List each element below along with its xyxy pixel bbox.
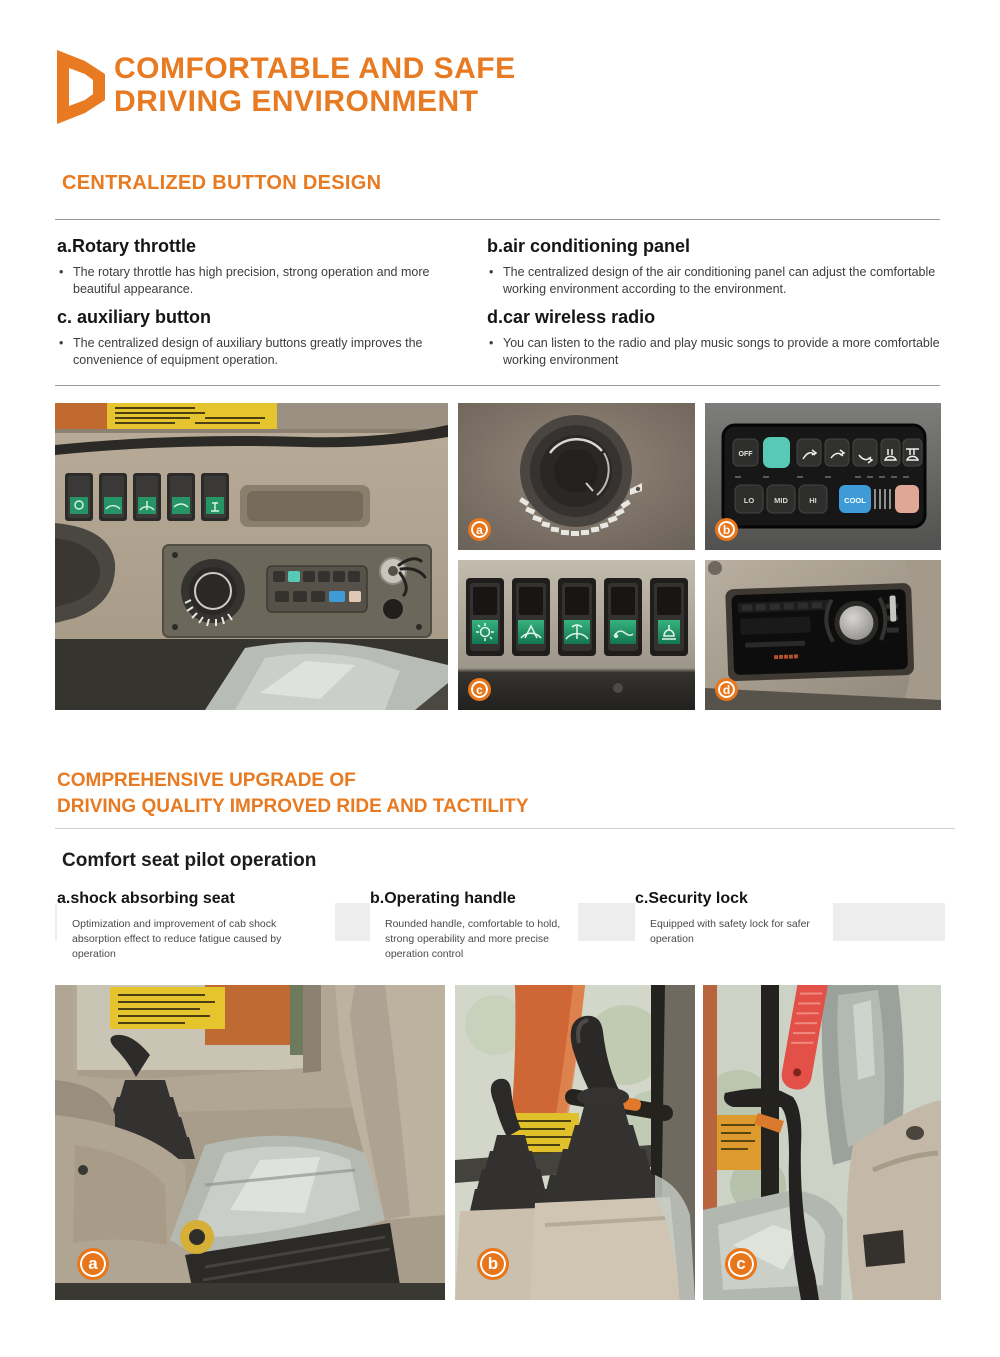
feature-title: d.car wireless radio bbox=[487, 307, 656, 327]
vent-feet-icon bbox=[853, 439, 877, 466]
photo-car-radio bbox=[705, 560, 941, 710]
divider bbox=[55, 219, 940, 220]
feature-bullet: • The rotary throttle has high precision, strong operation and more beautiful appearance. bbox=[57, 264, 435, 298]
photo-badge: b bbox=[477, 1248, 509, 1280]
photo-ac-panel bbox=[705, 403, 941, 550]
feature-bullet: • The centralized design of auxiliary buttons greatly improves the convenience of equipment operation. bbox=[57, 335, 435, 369]
feature-shock-absorbing-seat bbox=[57, 888, 335, 966]
defrost-front-icon bbox=[881, 439, 900, 466]
feature-title: c.Security lock bbox=[635, 890, 748, 907]
photo-badge: c bbox=[468, 678, 491, 701]
feature-security-lock bbox=[635, 888, 833, 951]
photo-operating-handle bbox=[455, 985, 695, 1300]
divider bbox=[55, 385, 940, 386]
ac-off-label: OFF bbox=[738, 451, 753, 458]
cab-console-illustration bbox=[55, 403, 448, 710]
photo-shock-absorbing-seat bbox=[55, 985, 445, 1300]
feature-bullet: • The centralized design of the air conditioning panel can adjust the comfortable working environment according to the environment. bbox=[487, 264, 949, 298]
photo-badge: b bbox=[715, 518, 738, 541]
warm-icon bbox=[895, 485, 919, 513]
photo-rotary-throttle bbox=[458, 403, 695, 550]
section2-heading-line1: COMPREHENSIVE UPGRADE OF bbox=[57, 770, 356, 791]
ac-lo-label: LO bbox=[743, 496, 755, 505]
feature-title: a.shock absorbing seat bbox=[57, 890, 235, 907]
auxiliary-switches-illustration bbox=[458, 560, 695, 710]
ac-power-icon bbox=[763, 437, 790, 468]
feature-title: b.air conditioning panel bbox=[487, 236, 691, 256]
ac-hi-label: HI bbox=[809, 496, 817, 505]
feature-rotary-throttle bbox=[57, 236, 435, 298]
feature-title: c. auxiliary button bbox=[57, 307, 212, 327]
photo-cab-console bbox=[55, 403, 448, 710]
ac-mid-label: MID bbox=[774, 496, 788, 505]
photo-badge: a bbox=[77, 1248, 109, 1280]
divider bbox=[55, 828, 955, 829]
rotary-throttle-illustration bbox=[458, 403, 695, 550]
page-title-line2: DRIVING ENVIRONMENT bbox=[114, 85, 479, 118]
section2-heading-line2: DRIVING QUALITY IMPROVED RIDE AND TACTILITY bbox=[57, 796, 529, 817]
photo-auxiliary-switches bbox=[458, 560, 695, 710]
photo-badge: d bbox=[715, 678, 738, 701]
defrost-rear-icon bbox=[903, 439, 922, 466]
photo-badge: a bbox=[468, 518, 491, 541]
feature-desc: Equipped with safety lock for safer operation bbox=[650, 918, 810, 945]
feature-title: a.Rotary throttle bbox=[57, 236, 197, 256]
brand-chevron-icon bbox=[55, 48, 107, 126]
vent-face-icon bbox=[797, 439, 821, 466]
feature-desc: Optimization and improvement of cab shock absorption effect to reduce fatigue caused by operation bbox=[72, 918, 282, 960]
feature-desc: Rounded handle, comfortable to hold, strong operability and more precise operation control bbox=[385, 918, 561, 960]
radio-brand-mark: ◼◼◼◼◼ bbox=[773, 653, 799, 661]
feature-ac-panel bbox=[487, 236, 949, 298]
section2-heading bbox=[57, 768, 529, 820]
ac-cool-label: COOL bbox=[844, 496, 866, 505]
section1-heading: CENTRALIZED BUTTON DESIGN bbox=[62, 172, 382, 194]
page-title-line1: COMFORTABLE AND SAFE bbox=[114, 52, 516, 85]
vent-bilevel-icon bbox=[825, 439, 849, 466]
feature-auxiliary-button bbox=[57, 307, 435, 369]
page-title bbox=[114, 52, 516, 118]
car-radio-illustration bbox=[705, 560, 941, 710]
ac-panel-illustration bbox=[705, 403, 941, 550]
feature-bullet: • You can listen to the radio and play music songs to provide a more comfortable working environment bbox=[487, 335, 965, 369]
seat-illustration bbox=[55, 985, 445, 1300]
photo-security-lock bbox=[703, 985, 941, 1300]
section2-subheading: Comfort seat pilot operation bbox=[62, 850, 317, 871]
feature-wireless-radio bbox=[487, 307, 965, 369]
feature-operating-handle bbox=[370, 888, 578, 966]
feature-title: b.Operating handle bbox=[370, 890, 516, 907]
photo-badge: c bbox=[725, 1248, 757, 1280]
